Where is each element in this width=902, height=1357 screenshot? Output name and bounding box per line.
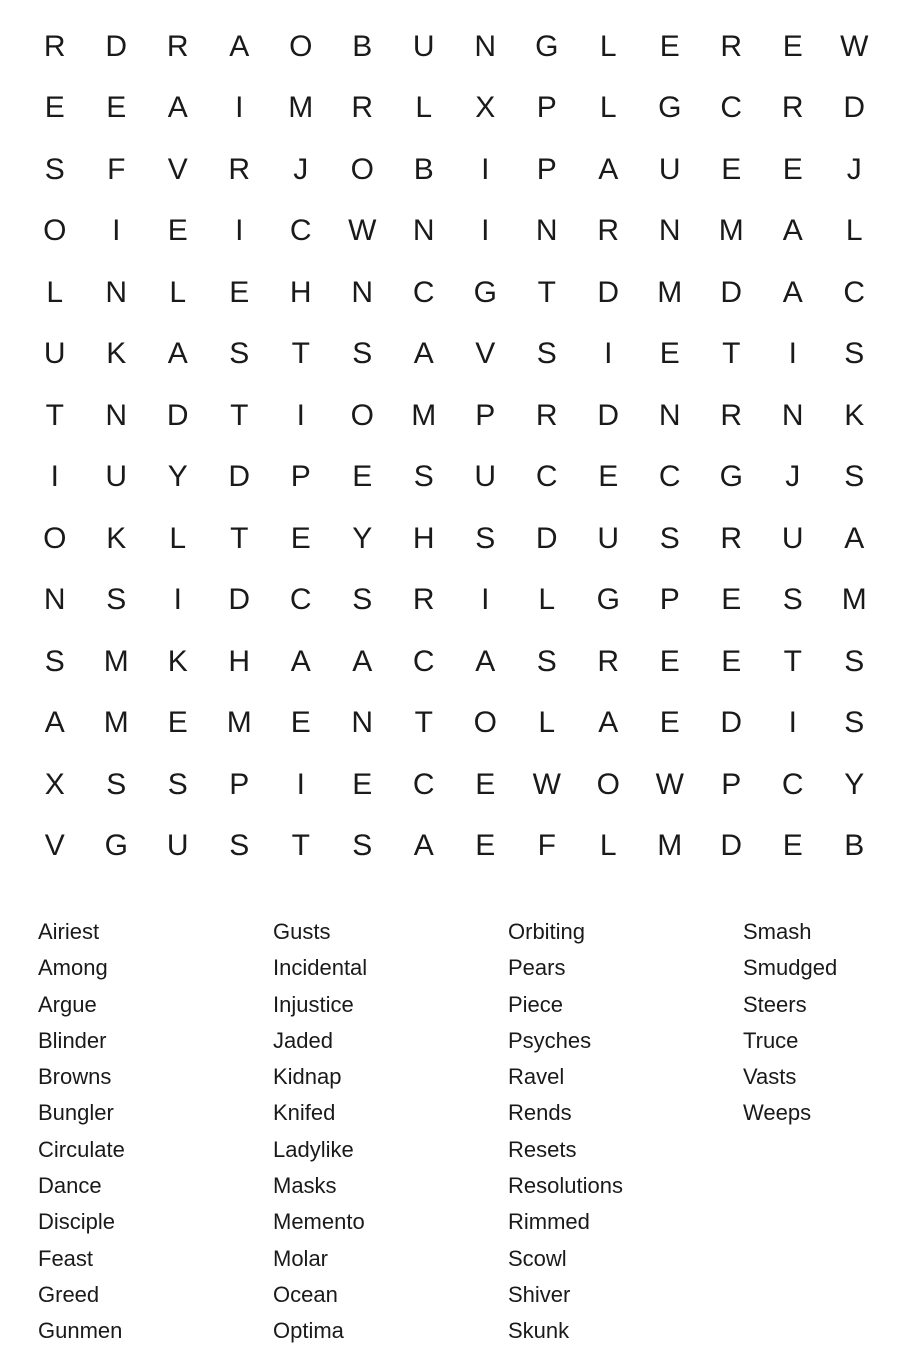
grid-cell[interactable]: G: [535, 29, 559, 63]
grid-cell[interactable]: K: [106, 521, 127, 555]
grid-cell[interactable]: O: [43, 214, 67, 248]
word-list-item: Incidental: [273, 955, 368, 981]
grid-cell[interactable]: M: [657, 275, 683, 309]
grid-cell[interactable]: O: [350, 398, 374, 432]
grid-cell[interactable]: I: [788, 706, 797, 740]
grid-cell[interactable]: U: [105, 460, 128, 494]
grid-cell[interactable]: E: [290, 706, 311, 740]
grid-cell[interactable]: D: [597, 398, 620, 432]
grid-cell[interactable]: S: [167, 767, 188, 801]
grid-cell[interactable]: O: [289, 29, 313, 63]
word-list-item: Ladylike: [273, 1136, 354, 1162]
word-list-item: Shiver: [508, 1281, 571, 1307]
word-list-item: Scowl: [508, 1245, 567, 1271]
grid-cell[interactable]: E: [659, 29, 680, 63]
grid-cell[interactable]: E: [782, 152, 803, 186]
grid-cell[interactable]: D: [535, 521, 558, 555]
grid-cell[interactable]: T: [414, 706, 433, 740]
grid-cell[interactable]: R: [781, 91, 804, 125]
grid-cell[interactable]: I: [235, 214, 244, 248]
grid-cell[interactable]: O: [596, 767, 620, 801]
grid-cell[interactable]: A: [290, 644, 311, 678]
grid-cell[interactable]: A: [782, 275, 803, 309]
word-list-item: Resets: [508, 1136, 577, 1162]
word-column: [743, 914, 902, 1350]
grid-cell[interactable]: N: [105, 275, 128, 309]
grid-cell[interactable]: C: [412, 767, 435, 801]
word-column: [508, 914, 743, 1350]
grid-cell[interactable]: U: [474, 460, 497, 494]
grid-cell[interactable]: L: [415, 91, 433, 125]
grid-cell[interactable]: F: [537, 829, 556, 863]
grid-cell[interactable]: E: [659, 644, 680, 678]
grid-cell[interactable]: V: [44, 829, 65, 863]
word-list-item: Circulate: [38, 1136, 125, 1162]
grid-cell[interactable]: N: [781, 398, 804, 432]
grid-cell[interactable]: T: [722, 337, 741, 371]
grid-cell[interactable]: N: [43, 583, 66, 617]
grid-cell[interactable]: R: [166, 29, 189, 63]
grid-cell[interactable]: S: [844, 460, 865, 494]
grid-cell[interactable]: G: [719, 460, 743, 494]
grid-cell[interactable]: S: [352, 583, 373, 617]
grid-cell[interactable]: S: [106, 583, 127, 617]
grid-cell[interactable]: W: [655, 767, 684, 801]
grid-cell[interactable]: S: [536, 644, 557, 678]
grid-cell[interactable]: R: [597, 214, 620, 248]
grid-cell[interactable]: V: [475, 337, 496, 371]
grid-cell[interactable]: T: [783, 644, 802, 678]
grid-cell[interactable]: C: [781, 767, 804, 801]
grid-cell[interactable]: U: [781, 521, 804, 555]
grid-cell[interactable]: D: [228, 583, 251, 617]
grid-cell[interactable]: G: [104, 829, 128, 863]
grid-cell[interactable]: I: [481, 152, 490, 186]
grid-cell[interactable]: M: [103, 644, 129, 678]
grid-cell[interactable]: E: [659, 337, 680, 371]
grid-cell[interactable]: E: [782, 29, 803, 63]
word-list-item: Browns: [38, 1064, 112, 1090]
grid-cell[interactable]: A: [413, 829, 434, 863]
grid-cell[interactable]: S: [844, 706, 865, 740]
grid-cell[interactable]: T: [291, 337, 310, 371]
word-list-item: Blinder: [38, 1027, 107, 1053]
grid-cell[interactable]: N: [351, 275, 374, 309]
grid-cell[interactable]: S: [475, 521, 496, 555]
grid-cell[interactable]: A: [352, 644, 373, 678]
grid-cell[interactable]: A: [598, 152, 619, 186]
word-list-item: Ocean: [273, 1281, 338, 1307]
grid-cell[interactable]: N: [105, 398, 128, 432]
grid-cell[interactable]: U: [412, 29, 435, 63]
grid-cell[interactable]: S: [229, 829, 250, 863]
word-list-item: Masks: [273, 1173, 337, 1199]
grid-cell[interactable]: H: [228, 644, 251, 678]
grid-cell[interactable]: I: [235, 91, 244, 125]
grid-cell[interactable]: T: [45, 398, 64, 432]
grid-cell[interactable]: D: [166, 398, 189, 432]
grid-cell[interactable]: G: [658, 91, 682, 125]
grid-cell[interactable]: J: [293, 152, 309, 186]
grid-cell[interactable]: P: [721, 767, 742, 801]
grid-cell[interactable]: P: [229, 767, 250, 801]
grid-cell[interactable]: D: [228, 460, 251, 494]
word-list-item: Truce: [743, 1027, 799, 1053]
word-list-item: Orbiting: [508, 919, 586, 944]
grid-cell[interactable]: M: [657, 829, 683, 863]
grid-cell[interactable]: J: [846, 152, 862, 186]
grid-cell[interactable]: I: [481, 214, 490, 248]
word-list-item: Steers: [743, 991, 807, 1017]
grid-cell[interactable]: R: [43, 29, 66, 63]
grid-cell[interactable]: R: [535, 398, 558, 432]
word-list-item: Injustice: [273, 991, 354, 1017]
word-column: [273, 914, 508, 1350]
grid-cell[interactable]: Y: [167, 460, 188, 494]
grid-cell[interactable]: E: [721, 644, 742, 678]
grid-cell[interactable]: M: [226, 706, 252, 740]
grid-cell[interactable]: C: [412, 275, 435, 309]
grid-cell[interactable]: J: [785, 460, 801, 494]
grid-cell[interactable]: W: [840, 29, 869, 63]
grid-cell[interactable]: I: [50, 460, 59, 494]
grid-cell[interactable]: R: [720, 521, 743, 555]
grid-cell[interactable]: E: [475, 767, 496, 801]
grid-cell[interactable]: G: [473, 275, 497, 309]
word-list-item: Rends: [508, 1100, 572, 1126]
grid-cell[interactable]: N: [412, 214, 435, 248]
grid-cell[interactable]: V: [167, 152, 188, 186]
word-list-item: Gusts: [273, 919, 331, 944]
grid-cell[interactable]: D: [720, 829, 743, 863]
grid-cell[interactable]: B: [844, 829, 865, 863]
word-list-item: Gunmen: [38, 1318, 123, 1344]
grid-cell[interactable]: E: [475, 829, 496, 863]
grid-cell[interactable]: L: [169, 275, 187, 309]
grid-cell[interactable]: D: [105, 29, 128, 63]
word-column: [38, 914, 273, 1350]
grid-cell[interactable]: N: [658, 214, 681, 248]
grid-cell[interactable]: C: [289, 583, 312, 617]
grid-cell[interactable]: A: [167, 337, 188, 371]
grid-cell[interactable]: S: [659, 521, 680, 555]
grid-cell[interactable]: E: [782, 829, 803, 863]
grid-cell[interactable]: T: [230, 521, 249, 555]
word-list-item: Vasts: [743, 1064, 797, 1090]
grid-cell[interactable]: W: [532, 767, 561, 801]
word-list-item: Knifed: [273, 1100, 336, 1126]
word-list-item: Kidnap: [273, 1064, 342, 1090]
grid-cell[interactable]: S: [44, 152, 65, 186]
grid-cell[interactable]: X: [475, 91, 496, 125]
grid-cell[interactable]: R: [597, 644, 620, 678]
word-list-item: Jaded: [273, 1027, 333, 1053]
grid-cell[interactable]: L: [845, 214, 863, 248]
grid-cell[interactable]: Y: [352, 521, 373, 555]
grid-cell[interactable]: I: [112, 214, 121, 248]
grid-cell[interactable]: L: [46, 275, 64, 309]
grid-cell[interactable]: A: [413, 337, 434, 371]
word-list-item: Psyches: [508, 1027, 592, 1053]
grid-cell[interactable]: K: [167, 644, 188, 678]
grid-cell[interactable]: C: [412, 644, 435, 678]
grid-cell[interactable]: D: [720, 275, 743, 309]
word-list-item: Greed: [38, 1281, 100, 1307]
grid-cell[interactable]: D: [720, 706, 743, 740]
grid-cell[interactable]: E: [167, 706, 188, 740]
grid-cell[interactable]: A: [598, 706, 619, 740]
grid-cell[interactable]: U: [597, 521, 620, 555]
letter-grid: [24, 16, 885, 877]
word-list-item: Rimmed: [508, 1209, 590, 1235]
word-list-item: Smudged: [743, 955, 838, 981]
grid-cell[interactable]: S: [844, 337, 865, 371]
grid-cell[interactable]: A: [44, 706, 65, 740]
grid-cell[interactable]: H: [289, 275, 312, 309]
word-list-item: Argue: [38, 991, 97, 1017]
grid-cell[interactable]: P: [536, 91, 557, 125]
grid-cell[interactable]: L: [599, 29, 617, 63]
grid-cell[interactable]: D: [843, 91, 866, 125]
grid-cell[interactable]: C: [535, 460, 558, 494]
word-list-item: Optima: [273, 1318, 344, 1344]
word-list-item: Bungler: [38, 1100, 114, 1126]
grid-cell[interactable]: A: [167, 91, 188, 125]
grid-cell[interactable]: I: [296, 398, 305, 432]
grid-cell[interactable]: W: [348, 214, 377, 248]
grid-cell[interactable]: I: [604, 337, 613, 371]
grid-cell[interactable]: Y: [844, 767, 865, 801]
grid-cell[interactable]: E: [106, 91, 127, 125]
grid-cell[interactable]: F: [107, 152, 126, 186]
grid-cell[interactable]: L: [538, 583, 556, 617]
grid-cell[interactable]: O: [473, 706, 497, 740]
grid-cell[interactable]: E: [229, 275, 250, 309]
grid-cell[interactable]: R: [720, 398, 743, 432]
grid-cell[interactable]: O: [43, 521, 67, 555]
grid-cell[interactable]: N: [535, 214, 558, 248]
grid-cell[interactable]: E: [352, 460, 373, 494]
grid-cell[interactable]: A: [844, 521, 865, 555]
grid-cell[interactable]: S: [413, 460, 434, 494]
grid-cell[interactable]: A: [229, 29, 250, 63]
grid-cell[interactable]: B: [413, 152, 434, 186]
grid-cell[interactable]: U: [166, 829, 189, 863]
grid-cell[interactable]: R: [412, 583, 435, 617]
grid-cell[interactable]: S: [844, 644, 865, 678]
grid-cell[interactable]: R: [351, 91, 374, 125]
grid-cell[interactable]: T: [537, 275, 556, 309]
grid-cell[interactable]: P: [475, 398, 496, 432]
grid-cell[interactable]: I: [296, 767, 305, 801]
grid-cell[interactable]: K: [106, 337, 127, 371]
grid-cell[interactable]: C: [658, 460, 681, 494]
grid-cell[interactable]: P: [659, 583, 680, 617]
grid-cell[interactable]: I: [173, 583, 182, 617]
grid-cell[interactable]: C: [289, 214, 312, 248]
grid-cell[interactable]: E: [44, 91, 65, 125]
word-list-item: Weeps: [743, 1100, 812, 1126]
grid-cell[interactable]: E: [659, 706, 680, 740]
grid-cell[interactable]: L: [538, 706, 556, 740]
grid-cell[interactable]: C: [720, 91, 743, 125]
word-list-item: Memento: [273, 1209, 365, 1235]
grid-cell[interactable]: S: [536, 337, 557, 371]
grid-cell[interactable]: D: [597, 275, 620, 309]
word-list-item: Dance: [38, 1173, 102, 1199]
grid-cell[interactable]: L: [169, 521, 187, 555]
grid-cell[interactable]: U: [43, 337, 66, 371]
grid-cell[interactable]: L: [599, 91, 617, 125]
grid-cell[interactable]: K: [844, 398, 865, 432]
grid-cell[interactable]: A: [782, 214, 803, 248]
word-list-item: Airiest: [38, 919, 100, 944]
grid-cell[interactable]: E: [167, 214, 188, 248]
grid-cell[interactable]: S: [229, 337, 250, 371]
grid-cell[interactable]: S: [782, 583, 803, 617]
grid-cell[interactable]: M: [288, 91, 314, 125]
grid-cell[interactable]: P: [290, 460, 311, 494]
word-list-item: Smash: [743, 919, 812, 944]
grid-cell[interactable]: S: [352, 829, 373, 863]
grid-cell[interactable]: S: [44, 644, 65, 678]
grid-cell[interactable]: N: [351, 706, 374, 740]
grid-cell[interactable]: O: [350, 152, 374, 186]
grid-cell[interactable]: P: [536, 152, 557, 186]
grid-cell[interactable]: S: [106, 767, 127, 801]
word-list-item: Piece: [508, 991, 564, 1017]
word-list: [38, 914, 902, 1350]
grid-cell[interactable]: X: [44, 767, 65, 801]
grid-cell[interactable]: M: [718, 214, 744, 248]
grid-cell[interactable]: T: [230, 398, 249, 432]
grid-cell[interactable]: I: [788, 337, 797, 371]
grid-cell[interactable]: T: [291, 829, 310, 863]
word-list-item: Skunk: [508, 1318, 570, 1344]
grid-cell[interactable]: B: [352, 29, 373, 63]
grid-cell[interactable]: E: [721, 583, 742, 617]
grid-cell[interactable]: H: [412, 521, 435, 555]
grid-cell[interactable]: L: [599, 829, 617, 863]
word-list-item: Resolutions: [508, 1173, 623, 1199]
grid-cell[interactable]: E: [352, 767, 373, 801]
grid-cell[interactable]: E: [290, 521, 311, 555]
grid-cell[interactable]: R: [720, 29, 743, 63]
grid-cell[interactable]: C: [843, 275, 866, 309]
word-list-item: Among: [38, 955, 108, 981]
grid-cell[interactable]: E: [721, 152, 742, 186]
grid-cell[interactable]: S: [352, 337, 373, 371]
grid-cell[interactable]: R: [228, 152, 251, 186]
word-list-item: Molar: [273, 1245, 329, 1271]
word-list-item: Feast: [38, 1245, 94, 1271]
grid-cell[interactable]: M: [841, 583, 867, 617]
grid-cell[interactable]: U: [658, 152, 681, 186]
grid-cell[interactable]: E: [598, 460, 619, 494]
word-list-item: Disciple: [38, 1209, 116, 1235]
grid-cell[interactable]: A: [475, 644, 496, 678]
grid-cell[interactable]: I: [481, 583, 490, 617]
grid-cell[interactable]: M: [411, 398, 437, 432]
grid-cell[interactable]: N: [474, 29, 497, 63]
grid-cell[interactable]: G: [596, 583, 620, 617]
word-list-item: Pears: [508, 955, 566, 981]
word-list-item: Ravel: [508, 1064, 565, 1090]
grid-cell[interactable]: M: [103, 706, 129, 740]
grid-cell[interactable]: N: [658, 398, 681, 432]
